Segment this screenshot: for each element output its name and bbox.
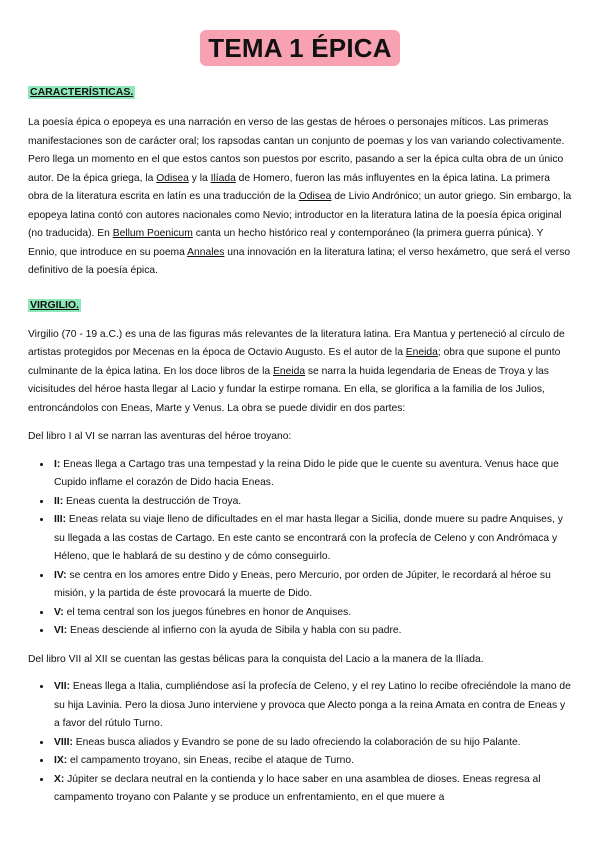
part2-list xyxy=(28,678,572,808)
book-label: I: xyxy=(54,458,61,470)
work-title: Ilíada xyxy=(210,172,236,184)
book-summary: el tema central son los juegos fúnebres en honor de Anquises. xyxy=(63,606,352,618)
book-label: X: xyxy=(54,773,65,785)
book-list-item xyxy=(52,511,572,567)
book-summary: Júpiter se declara neutral en la contienda y lo hace saber en una asamblea de dioses. Eneas regresa al campamento troyano con Palante y se produce un enfrentamiento, en el que muere a xyxy=(54,773,541,803)
book-summary: Eneas llega a Cartago tras una tempestad y la reina Dido le pide que le cuente su aventura. Venus hace que Cupido inflame el corazón de Dido hacia Eneas. xyxy=(54,458,559,488)
book-list-item xyxy=(52,752,572,771)
book-label: IX: xyxy=(54,755,68,766)
book-label: II: xyxy=(54,495,64,507)
paragraph-caracteristicas xyxy=(28,114,572,281)
book-list-item xyxy=(52,678,572,734)
book-label: IV: xyxy=(54,569,67,581)
book-label: III: xyxy=(54,514,67,525)
paragraph-virgilio xyxy=(28,326,572,419)
text-run: ; obra que supone el punto culminante de la épica latina. En los doce libros de la xyxy=(28,347,561,377)
book-list-item xyxy=(52,493,572,512)
book-summary: Eneas desciende al infierno con la ayuda de Sibila y habla con su padre. xyxy=(67,625,402,636)
text-run: se narra la huida legendaria de Eneas de Troya y las vicisitudes del héroe hasta llegar al Lacio y fundar la estirpe romana. En ella, se glorifica a la familia de los Julios, entroncándolos con Eneas, Marte y Venus. La obra se puede dividir en dos partes: xyxy=(28,365,549,414)
part2-intro: Del libro VII al XII se cuentan las gestas bélicas para la conquista del Lacio a la manera de la Ilíada. xyxy=(28,653,484,665)
title-container xyxy=(28,0,572,66)
text-run: Virgilio (70 - 19 a.C.) es una de las figuras más relevantes de la literatura latina. Era Mantua y perteneció al círculo de artistas protegidos por Mecenas en la época de Octavio Augusto. Es el autor de la xyxy=(28,328,565,358)
book-list-item xyxy=(52,604,572,623)
work-title: Annales xyxy=(187,246,225,258)
book-label: V: xyxy=(54,606,64,618)
work-title: Odisea xyxy=(156,172,189,184)
book-list-item xyxy=(52,771,572,808)
section-heading-virgilio: VIRGILIO. xyxy=(30,298,80,311)
work-title: Odisea xyxy=(298,191,332,202)
text-run: de Homero, fueron las más influyentes en la épica latina. La primera obra de la literatura escrita en latín es una traducción de la xyxy=(28,172,551,202)
book-summary: Eneas relata su viaje lleno de dificultades en el mar hasta llegar a Sicilia, donde muere su padre Anquises, y su llegada a las costas de Cartago. En este canto se encontrará con la profecía de Celeno y con Andrómaca y Héleno, que le hablará de su destino y de cómo conseguirlo. xyxy=(54,514,563,562)
section-heading-caracteristicas: CARACTERÍSTICAS. xyxy=(30,86,134,98)
book-list-item xyxy=(52,734,572,753)
book-label: VIII: xyxy=(54,736,73,748)
book-list-item xyxy=(52,567,572,604)
text-run: una innovación en la literatura latina; el verso hexámetro, que será el verso definitivo de la poesía épica. xyxy=(28,246,571,276)
text-run: La poesía épica o epopeya es una narración en verso de las gestas de héroes o personajes míticos. Las primeras manifestaciones son de carácter oral; los rapsodas cantan un conjunto de poemas y los van variando colectivamente. Pero llega un momento en el que estos cantos son puestos por escrito, pasando a ser la épica culta obra de un único autor. De la épica griega, la xyxy=(28,117,565,184)
book-label: VII: xyxy=(54,681,71,692)
work-title: Bellum Poenicum xyxy=(112,228,193,239)
book-summary: Eneas busca aliados y Evandro se pone de su lado ofreciendo la colaboración de su hijo Palante. xyxy=(72,736,521,748)
book-list-item xyxy=(52,456,572,493)
book-summary: se centra en los amores entre Dido y Eneas, pero Mercurio, por orden de Júpiter, le recordará al héroe su misión, y la partida de éste provocará la muerte de Dido. xyxy=(54,569,551,599)
text-run: canta un hecho histórico real y contemporáneo (la primera guerra púnica). Y Ennio, que introduce en su poema xyxy=(28,228,544,258)
part1-intro: Del libro I al VI se narran las aventuras del héroe troyano: xyxy=(28,431,292,442)
book-summary: Eneas llega a Italia, cumpliéndose así la profecía de Celeno, y el rey Latino lo recibe ofreciéndole la mano de su hija Lavinia. Pero la diosa Juno interviene y provoca que Alecto ponga a la reina Amata en contra de Eneas y a favor del rútulo Turno. xyxy=(54,681,571,729)
text-run: de Livio Andrónico; un autor griego. Sin embargo, la epopeya latina contó con autores nacionales como Nevio; introductor en la literatura latina de la poesía épica original (no traducida). En xyxy=(28,191,572,239)
page-title: TEMA 1 ÉPICA xyxy=(200,30,399,66)
work-title: Eneida xyxy=(405,347,438,358)
book-label: VI: xyxy=(54,625,68,636)
text-run: y la xyxy=(188,172,211,184)
part1-list xyxy=(28,456,572,641)
work-title: Eneida xyxy=(272,365,306,377)
book-summary: el campamento troyano, sin Eneas, recibe el ataque de Turno. xyxy=(67,755,354,766)
book-summary: Eneas cuenta la destrucción de Troya. xyxy=(63,495,242,507)
book-list-item xyxy=(52,622,572,641)
